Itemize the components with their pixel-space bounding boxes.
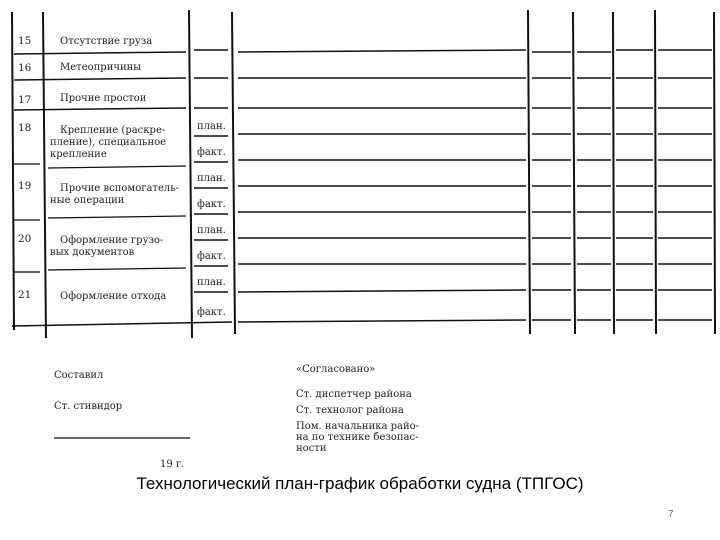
year-label: 19 г. [160,459,185,470]
row-label: Оформление грузо- [60,235,164,246]
signature-block [54,364,419,470]
row-number: 18 [18,122,32,134]
agreed-title: «Согласовано» [296,364,376,375]
row-number: 15 [18,35,32,47]
row-label: Оформление отхода [60,291,167,302]
plan-fact-labels [197,121,226,318]
row-number: 17 [18,94,32,106]
row-rules-data [194,50,712,322]
row-number: 16 [18,62,32,74]
row-number: 21 [18,289,32,301]
row-numbers [18,35,32,301]
stevedore-label: Ст. стивидор [54,401,123,412]
column-rules [12,10,715,338]
plan-label: план. [197,121,226,132]
composed-label: Составил [54,370,104,381]
row-number: 20 [18,233,32,245]
plan-label: план. [197,277,226,288]
row-label: Прочие вспомогатель- [60,183,180,194]
row-label: крепление [50,149,107,160]
agreed-line: ности [296,443,327,454]
agreed-line: Ст. диспетчер района [296,389,412,400]
row-number: 19 [18,180,32,192]
agreed-line: на по технике безопас- [296,432,419,443]
fact-label: факт. [197,199,226,210]
row-label: пление), специальное [50,137,167,148]
slide-caption: Технологический план-график обработки судна (ТПГОС) [136,474,584,493]
fact-label: факт. [197,251,226,262]
row-label: вых документов [50,247,135,258]
fact-label: факт. [197,307,226,318]
agreed-line: Пом. начальника райо- [296,421,420,432]
plan-label: план. [197,225,226,236]
fact-label: факт. [197,147,226,158]
page-number: 7 [668,509,674,520]
row-label: ные операции [50,195,125,206]
agreed-line: Ст. технолог района [296,405,404,416]
row-label: Отсутствие груза [60,36,153,47]
row-label: Метеопричины [60,62,142,73]
row-descriptions [50,36,179,302]
row-label: Прочие простои [60,93,147,104]
plan-label: план. [197,173,226,184]
row-label: Крепление (раскре- [60,125,166,136]
